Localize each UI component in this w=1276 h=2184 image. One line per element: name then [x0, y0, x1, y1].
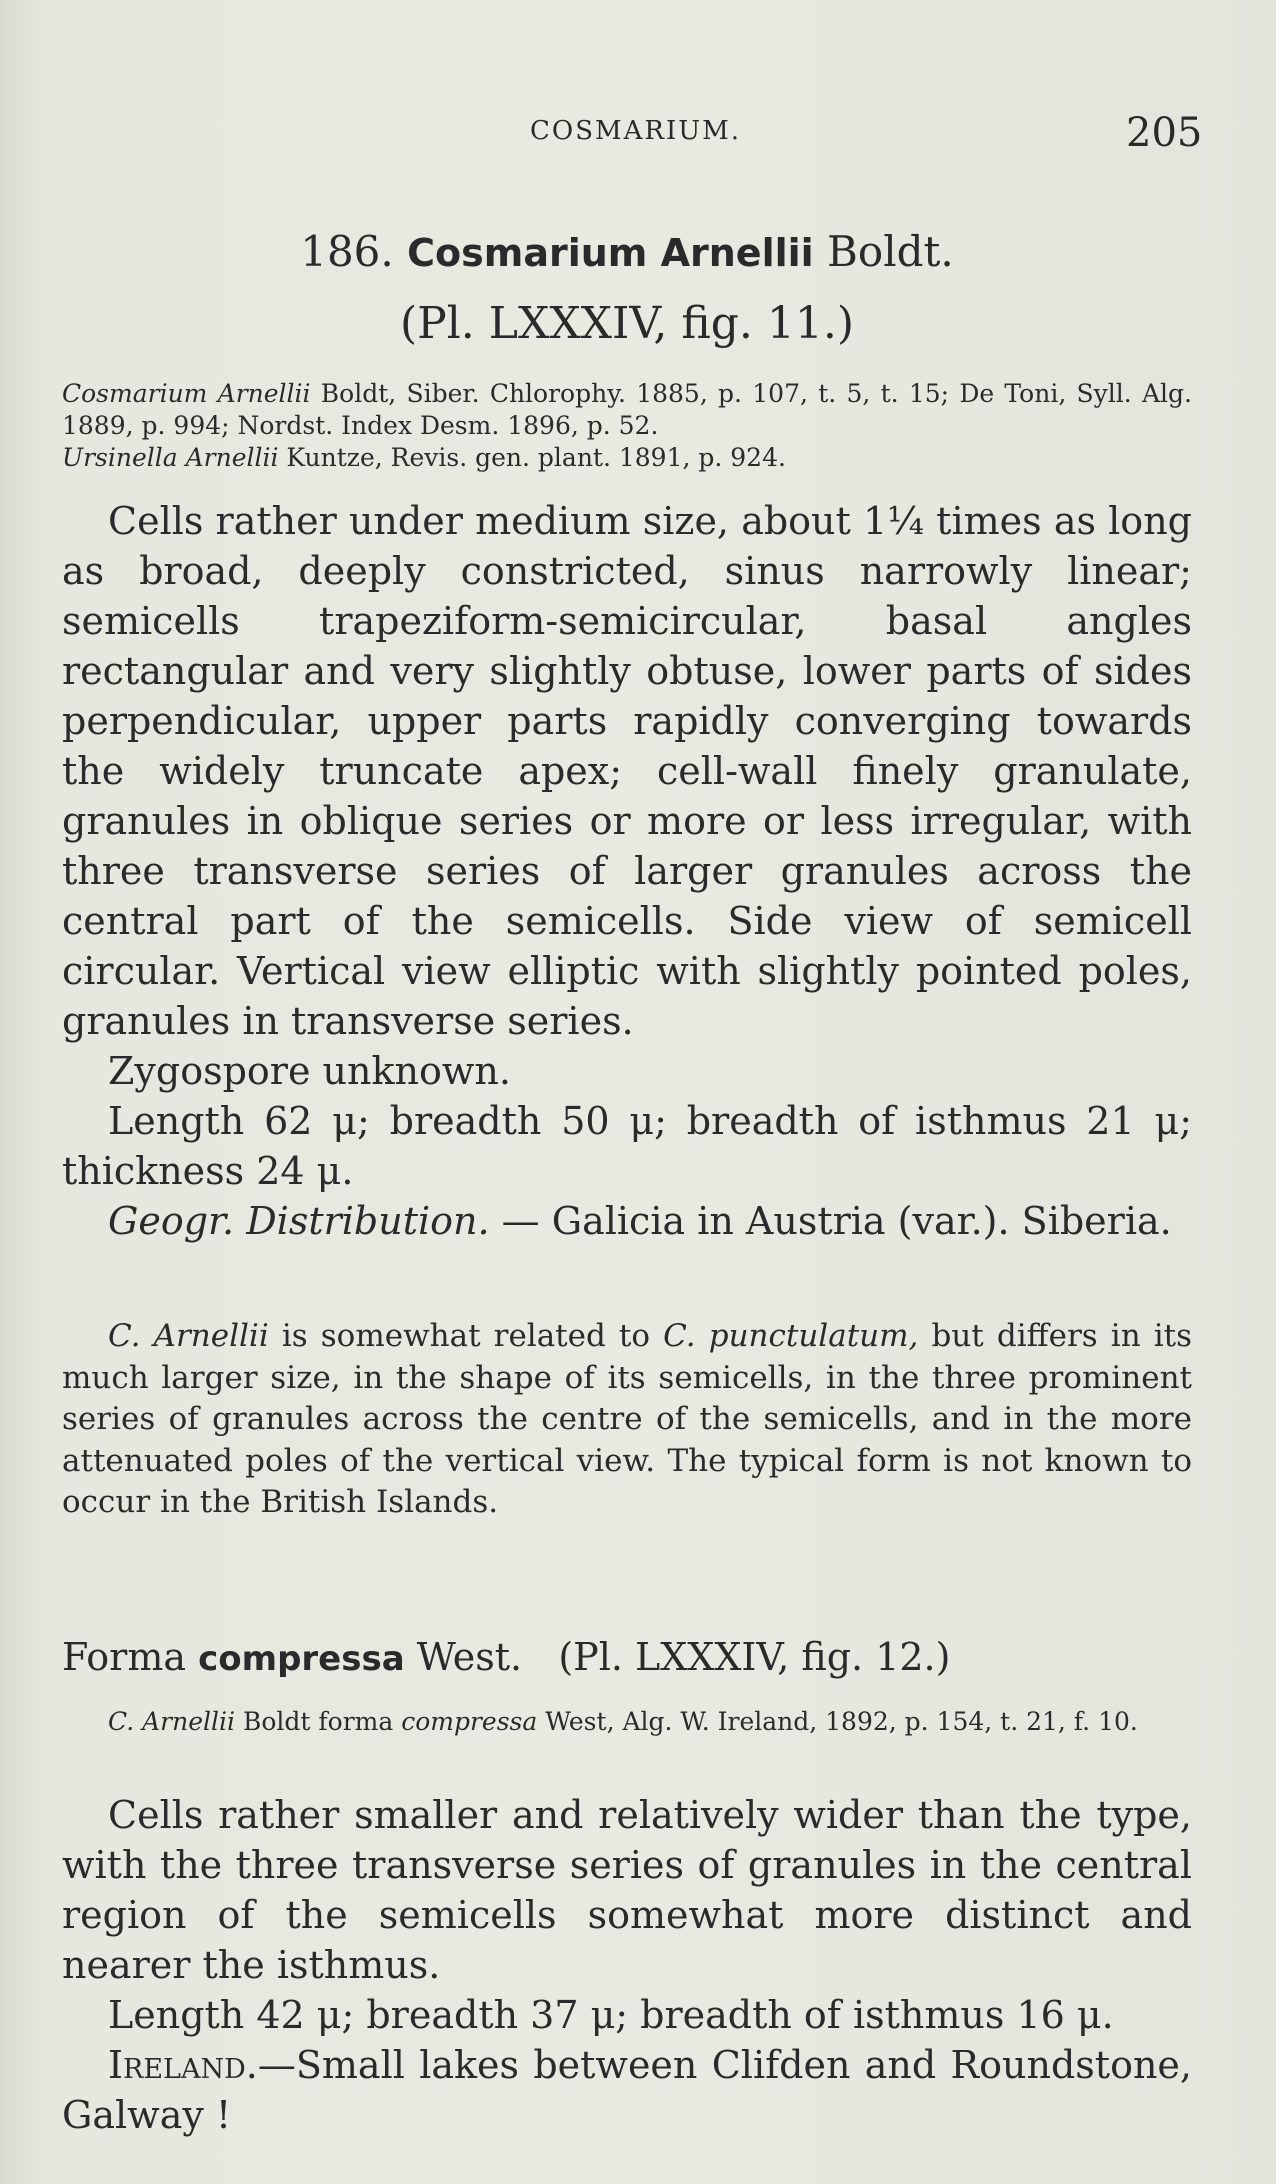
species-author: Boldt. — [827, 227, 954, 276]
synonym-1 — [62, 378, 1192, 442]
forma-synonym-italic: compressa — [401, 1707, 538, 1736]
forma-description-paragraph: Cells rather smaller and relatively wider than the type, with the three transverse series of granules in the central region of the semicells somewhat more distinct and nearer the isthmus. — [62, 1793, 1192, 1987]
forma-locality-text: —Small lakes between Clifden and Roundstone, Galway ! — [62, 2043, 1192, 2137]
species-name: Cosmarium Arnellii — [407, 231, 814, 275]
synonymy — [62, 378, 1192, 474]
note-paragraph — [62, 1316, 1192, 1524]
forma-synonym-name: C. Arnellii — [108, 1707, 236, 1736]
forma-measurements: Length 42 μ; breadth 37 μ; breadth of isthmus 16 μ. — [108, 1993, 1114, 2037]
running-head-title: COSMARIUM. — [530, 116, 742, 146]
synonym-2-text: Kuntze, Revis. gen. plant. 1891, p. 924. — [286, 443, 786, 472]
forma-synonym-mid: Boldt forma — [242, 1707, 394, 1736]
note-text-1: is somewhat related to — [281, 1318, 651, 1354]
zygospore-note: Zygospore unknown. — [108, 1049, 511, 1093]
measurements: Length 62 μ; breadth 50 μ; breadth of isthmus 21 μ; thickness 24 μ. — [62, 1099, 1192, 1193]
species-heading — [62, 224, 1192, 281]
running-head — [0, 110, 1276, 160]
species-number: 186. — [300, 227, 394, 276]
page-number: 205 — [1126, 110, 1203, 156]
forma-description — [62, 1790, 1192, 2140]
description-paragraph: Cells rather under medium size, about 1¼ times as long as broad, deeply constricted, sinus narrowly linear; semicells trapeziform-semicircular, basal angles rectangular and very slightly obtuse, lower parts of sides perpendicular, upper parts rapidly converging towards the widely truncate apex; cell-wall finely granulate, granules in oblique series or more or less irregular, with three transverse series of larger granules across the central part of the semicells. Side view of semicell circular. Vertical view elliptic with slightly pointed poles, granules in transverse series. — [62, 499, 1192, 1043]
distribution-text: — Galicia in Austria (var.). Siberia. — [501, 1199, 1172, 1243]
species-plate-reference: (Pl. LXXXIV, fig. 11.) — [399, 298, 855, 349]
forma-name: compressa — [198, 1639, 405, 1679]
forma-heading — [62, 1632, 1192, 1684]
distribution-label: Geogr. Distribution. — [108, 1199, 490, 1243]
synonym-1-text: Boldt, Siber. Chlorophy. 1885, p. 107, t. 5, t. 15; De Toni, Syll. Alg. 1889, p. 994; Nordst. Index Desm. 1896, p. 52. — [62, 379, 1192, 440]
species-description — [62, 496, 1192, 1246]
forma-prefix: Forma — [62, 1635, 187, 1679]
forma-locality-label: Ireland. — [108, 2043, 258, 2087]
forma-synonymy — [62, 1706, 1192, 1738]
note-taxon-1: C. Arnellii — [108, 1318, 269, 1354]
forma-plate-reference: (Pl. LXXXIV, fig. 12.) — [558, 1635, 951, 1679]
synonym-2-name: Ursinella Arnellii — [62, 443, 279, 472]
note-text-2: but differs in its much larger size, in the shape of its semicells, in the three prominent series of granules across the centre of the semicells, and in the more attenuated poles of the vertical view. The typical form is not known to occur in the British Islands. — [62, 1318, 1193, 1520]
synonym-2 — [62, 442, 1192, 474]
forma-author: West. — [416, 1635, 523, 1679]
comparison-note — [62, 1316, 1192, 1524]
forma-locality — [62, 2040, 1192, 2140]
synonym-1-name: Cosmarium Arnellii — [62, 379, 311, 408]
note-taxon-2: C. punctulatum, — [663, 1318, 919, 1354]
distribution — [62, 1196, 1192, 1246]
forma-synonym-text: West, Alg. W. Ireland, 1892, p. 154, t. 21, f. 10. — [545, 1707, 1138, 1736]
forma-synonym — [62, 1706, 1192, 1738]
